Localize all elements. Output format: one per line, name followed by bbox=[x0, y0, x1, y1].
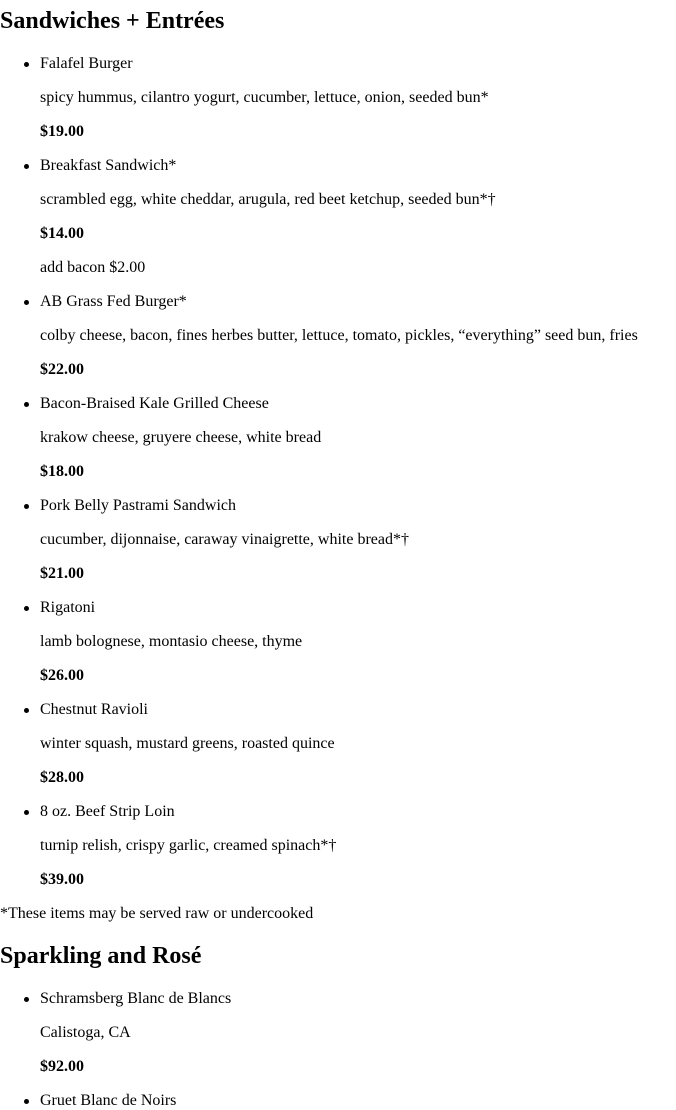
menu-item-price: $39.00 bbox=[40, 871, 84, 888]
section-title-sandwiches-entrees: Sandwiches + Entrées bbox=[0, 8, 225, 34]
footnote-raw-undercooked: *These items may be served raw or undercooked bbox=[0, 905, 314, 922]
menu-item-name: Pork Belly Pastrami Sandwich bbox=[40, 497, 236, 514]
menu-item-description: krakow cheese, gruyere cheese, white bread bbox=[40, 429, 322, 446]
menu-item-description: cucumber, dijonnaise, caraway vinaigrette, white bread*† bbox=[40, 531, 409, 548]
menu-item-addon: add bacon $2.00 bbox=[40, 259, 146, 276]
menu-item-description: lamb bolognese, montasio cheese, thyme bbox=[40, 633, 303, 650]
menu-item-description: turnip relish, crispy garlic, creamed spinach*† bbox=[40, 837, 337, 854]
menu-item-price: $26.00 bbox=[40, 667, 84, 684]
menu-item-price: $14.00 bbox=[40, 225, 84, 242]
menu-item-name: 8 oz. Beef Strip Loin bbox=[40, 803, 175, 820]
menu-item-description: winter squash, mustard greens, roasted quince bbox=[40, 735, 335, 752]
list-bullet bbox=[24, 1099, 29, 1104]
menu-item-name: Breakfast Sandwich* bbox=[40, 157, 177, 174]
menu-item-name: AB Grass Fed Burger* bbox=[40, 293, 187, 310]
menu-item-name: Bacon-Braised Kale Grilled Cheese bbox=[40, 395, 269, 412]
menu-item-price: $22.00 bbox=[40, 361, 84, 378]
menu-item-name: Falafel Burger bbox=[40, 55, 133, 72]
menu-item-price: $18.00 bbox=[40, 463, 84, 480]
list-bullet bbox=[24, 164, 29, 169]
list-bullet bbox=[24, 62, 29, 67]
list-bullet bbox=[24, 708, 29, 713]
menu-item-description: Calistoga, CA bbox=[40, 1024, 131, 1041]
menu-item-description: spicy hummus, cilantro yogurt, cucumber, lettuce, onion, seeded bun* bbox=[40, 89, 489, 106]
menu-item-price: $28.00 bbox=[40, 769, 84, 786]
menu-item-price: $21.00 bbox=[40, 565, 84, 582]
menu-item-name: Rigatoni bbox=[40, 599, 96, 616]
menu-item-description: colby cheese, bacon, fines herbes butter, lettuce, tomato, pickles, “everything” seed bun, fries bbox=[40, 327, 638, 344]
menu-item-price: $19.00 bbox=[40, 123, 84, 140]
section-title-sparkling-rose: Sparkling and Rosé bbox=[0, 943, 202, 969]
menu-item-name: Schramsberg Blanc de Blancs bbox=[40, 990, 232, 1007]
list-bullet bbox=[24, 997, 29, 1002]
menu-item-name: Gruet Blanc de Noirs bbox=[40, 1092, 177, 1109]
menu-item-description: scrambled egg, white cheddar, arugula, red beet ketchup, seeded bun*† bbox=[40, 191, 496, 208]
list-bullet bbox=[24, 504, 29, 509]
list-bullet bbox=[24, 810, 29, 815]
menu-item-price: $92.00 bbox=[40, 1058, 84, 1075]
list-bullet bbox=[24, 606, 29, 611]
list-bullet bbox=[24, 300, 29, 305]
list-bullet bbox=[24, 402, 29, 407]
menu-item-name: Chestnut Ravioli bbox=[40, 701, 148, 718]
